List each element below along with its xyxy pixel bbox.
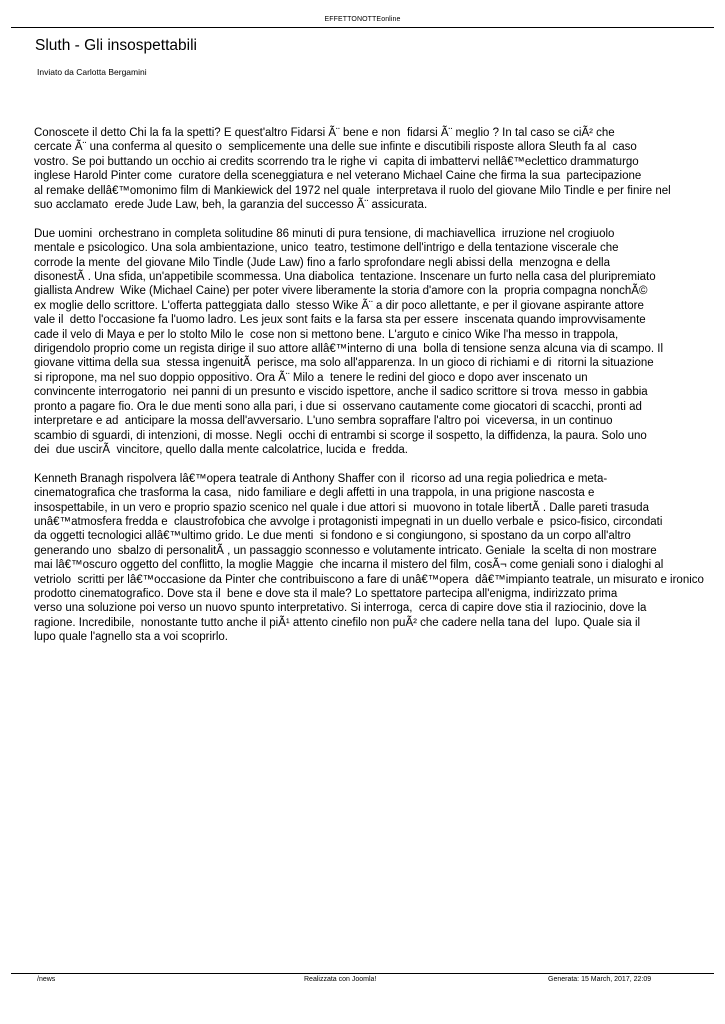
article-line: suo acclamato erede Jude Law, beh, la garanzia del successo Ã¨ assicurata. [34,199,428,212]
article-paragraph [34,227,725,458]
article-line: giallista Andrew Wike (Michael Caine) per poter vivere liberamente la storia d'amore con la propria compagna nonchÃ© [34,285,648,298]
article-line: corrode la mente del giovane Milo Tindle (Jude Law) fino a farlo sprofondare negli abissi della menzogna e della [34,256,610,269]
article-line: giovane vittima della sua stessa ingenuitÃ perisce, ma solo all'apparenza. In un gioco di richiami e di ritorni la situazione [34,357,654,370]
footer-generated: Generata: 15 March, 2017, 22:09 [548,976,652,983]
article-byline: Inviato da Carlotta Bergamini [37,67,147,77]
article-line: interpretare e ad anticipare la mossa dell'avversario. L'uno sembra sopraffare l'altro poi viceversa, in un continuo [34,415,613,428]
article-line: dirigendolo proprio come un regista dirige il suo attore allâ€™interno di una bolla di tensione senza alcuna via di scampo. Il [34,343,664,356]
article-line: inglese Harold Pinter come curatore della sceneggiatura e nel veterano Michael Caine che firma la sua partecipazione [34,170,642,183]
footer-path: /news [37,976,56,983]
article-line: cinematografica che trasforma la casa, nido familiare e degli affetti in una trappola, in una prigione nascosta e [34,487,595,500]
article-line: Kenneth Branagh rispolvera lâ€™opera teatrale di Anthony Shaffer con il ricorso ad una regia poliedrica e meta- [34,472,608,485]
article-line: pronto a pagare fio. Ora le due menti sono alla pari, i due si osservano cautamente come giocatori di scacchi, pronti ad [34,400,642,413]
article-line: ragione. Incredibile, nonostante tutto anche il piÃ¹ attento cinefilo non puÃ² che cadere nella tana del lupo. Quale sia il [34,616,641,629]
article-paragraph [34,472,725,645]
article-line: da oggetti tecnologici allâ€™ultimo grido. Le due menti si fondono e si congiungono, si spostano da un corpo all'altro [34,530,631,543]
article-line: convincente interrogatorio nei panni di un presunto e viscido ispettore, anche il sadico scrittore si trova messo in gabbia [34,386,648,399]
footer-divider [11,973,714,974]
article-line: verso una soluzione poi verso un nuovo spunto interpretativo. Si interroga, cerca di capire dove stia il raziocinio, dove la [34,602,647,615]
article-line: dei due uscirÃ vincitore, quello dalla mente calcolatrice, lucida e fredda. [34,443,408,456]
article-line: Due uomini orchestrano in completa solitudine 86 minuti di pura tensione, di machiavellica irruzione nel crogiuolo [34,227,615,240]
article-line: si ripropone, ma nel suo doppio oppositivo. Ora Ã¨ Milo a tenere le redini del gioco e dopo aver inscenato un [34,371,588,384]
article-line: Conoscete il detto Chi la fa la spetti? E quest'altro Fidarsi Ã¨ bene e non fidarsi Ã¨ meglio ? In tal caso se ciÃ² che [34,127,615,139]
article-line: unâ€™atmosfera fredda e claustrofobica che avvolge i protagonisti impegnati in un duello verbale e psico-fisico, circondati [34,515,663,528]
article-line: vostro. Se poi buttando un occhio ai credits scorrendo tra le righe vi capita di imbattervi nellâ€™eclettico drammaturgo [34,155,639,168]
article-body [34,126,725,659]
article-line: disonestÃ . Una sfida, un'appetibile scommessa. Una diabolica tentazione. Inscenare un furto nella casa del pluripremiato [34,271,656,284]
article-line: lupo quale l'agnello sta a voi scoprirlo. [34,631,228,644]
article-title: Sluth - Gli insospettabili [35,37,197,54]
article-line: scambio di sguardi, di intenzioni, di mosse. Negli occhi di entrambi si scorge il sospetto, la diffidenza, la paura. Solo uno [34,429,647,442]
article-line: al remake dellâ€™omonimo film di Mankiewick del 1972 nel quale interpretava il ruolo del giovane Milo Tindle e per finire nel [34,184,671,197]
article-line: mai lâ€™oscuro oggetto del conflitto, la moglie Maggie che incarna il mistero del film, cosÃ¬ come geniali sono i dialoghi al [34,559,664,572]
article-line: cade il velo di Maya e per lo stolto Milo le cose non si mettono bene. L'arguto e cinico Wike l'ha messo in trappola, [34,328,619,341]
article-line: mentale e psicologico. Una sola ambientazione, unico teatro, testimone dell'intrigo e della tentazione viscerale che [34,242,619,255]
article-paragraph [34,126,725,212]
article-line: vale il detto l'occasione fa l'uomo ladro. Les jeux sont faits e la farsa sta per essere inscenata quando improvvisamente [34,314,646,327]
article-line: cercate Ã¨ una conferma al quesito o semplicemente una delle sue infinte e discutibili risposte allora Sleuth fa al caso [34,141,637,154]
article-line: ex moglie dello scrittore. L'offerta patteggiata dallo stesso Wike Ã¨ a dir poco allettante, e per il giovane aspirante attore [34,299,644,312]
article-line: insospettabile, in un vero e proprio spazio scenico nel quale i due attori si muovono in totale libertÃ . Dalle pareti trasuda [34,501,649,514]
article-line: prodotto cinematografico. Dove sta il bene e dove sta il male? Lo spettatore partecipa all'enigma, indirizzato prima [34,587,618,600]
article-line: generando uno sbalzo di personalitÃ , un passaggio sconnesso e volutamente intricato. Geniale la scelta di non mostrare [34,544,657,557]
article-line: vetriolo scritti per lâ€™occasione da Pinter che contribuiscono a fare di unâ€™opera dâ€™impianto teatrale, un misurato e ironico [34,573,704,586]
footer-powered-by: Realizzata con Joomla! [304,976,377,983]
header-divider [11,27,714,28]
site-name: EFFETTONOTTEonline [324,16,401,23]
